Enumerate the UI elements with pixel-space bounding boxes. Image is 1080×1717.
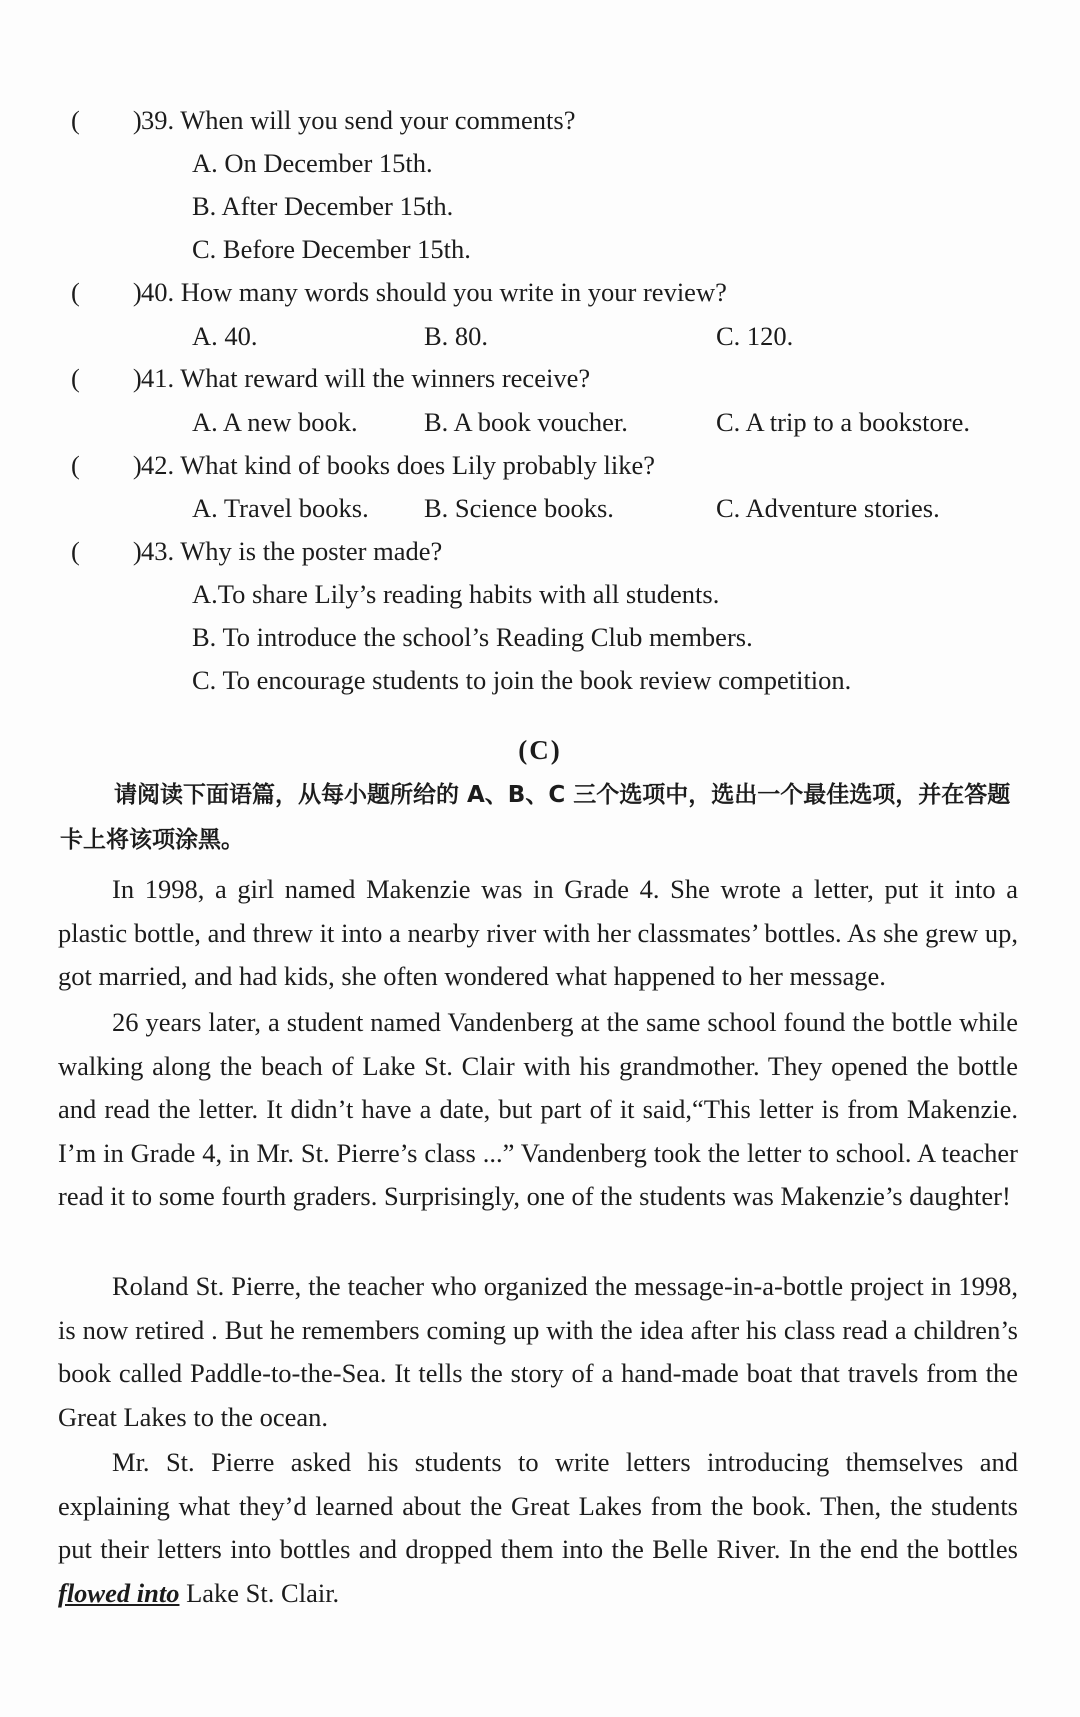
answer-bracket[interactable]: ( ) — [71, 536, 142, 566]
option-a: A.To share Lily’s reading habits with all students. — [192, 579, 720, 609]
question-40 — [71, 272, 727, 312]
passage-paragraph-1 — [58, 868, 1018, 999]
paragraph-text: Mr. St. Pierre asked his students to write letters introducing themselves and explaining what they’d learned about the Great Lakes from the book. Then, the students put their letters into bottles and dropped them into the Belle River. In the end the bottles — [58, 1447, 1018, 1564]
answer-bracket[interactable]: ( ) — [71, 363, 142, 393]
option-a: A. On December 15th. — [192, 148, 433, 178]
paragraph-text: In 1998, a girl named Makenzie was in Grade 4. She wrote a letter, put it into a plastic bottle, and threw it into a nearby river with her classmates’ bottles. As she grew up, got married, and had kids, she often wondered what happened to her message. — [58, 874, 1018, 991]
question-text: 40. How many words should you write in your review? — [141, 277, 727, 307]
option-b: B. After December 15th. — [192, 191, 454, 221]
option-a: A. Travel books. — [192, 493, 369, 523]
underlined-phrase: flowed into — [58, 1577, 180, 1608]
passage-paragraph-4 — [58, 1441, 1018, 1615]
option-c: C. Adventure stories. — [716, 493, 940, 523]
question-text: 41. What reward will the winners receive? — [141, 363, 591, 393]
paragraph-text: 26 years later, a student named Vandenberg at the same school found the bottle while walking along the beach of Lake St. Clair with his grandmother. They opened the bottle and read the letter. It didn’t have a date, but part of it said,“This letter is from Makenzie. I’m in Grade 4, in Mr. St. Pierre’s class ...” Vandenberg took the letter to school. A teacher read it to some fourth graders. Surprisingly, one of the students was Makenzie’s daughter! — [58, 1007, 1018, 1211]
paragraph-tail: Lake St. Clair. — [179, 1577, 340, 1608]
question-text: 42. What kind of books does Lily probably like? — [141, 450, 655, 480]
option-b: B. Science books. — [424, 493, 614, 523]
option-b: B. A book voucher. — [424, 407, 628, 437]
answer-bracket[interactable]: ( ) — [71, 450, 142, 480]
passage-paragraph-3 — [58, 1265, 1018, 1439]
answer-bracket[interactable]: ( ) — [71, 277, 142, 307]
question-42 — [71, 445, 655, 485]
option-c: C. To encourage students to join the book review competition. — [192, 665, 852, 695]
option-c: C. A trip to a bookstore. — [716, 407, 970, 437]
question-39 — [71, 100, 575, 140]
option-c: C. 120. — [716, 321, 794, 351]
question-text: 39. When will you send your comments? — [141, 105, 576, 135]
paragraph-text: Roland St. Pierre, the teacher who organized the message-in-a-bottle project in 1998, is now retired . But he remembers coming up with the idea after his class read a children’s book called Paddle-to-the-Sea. It tells the story of a hand-made boat that travels from the Great Lakes to the ocean. — [58, 1271, 1018, 1432]
section-title: (C) — [518, 735, 562, 765]
option-b: B. To introduce the school’s Reading Club members. — [192, 622, 753, 652]
passage-paragraph-2 — [58, 1001, 1018, 1219]
section-instruction: 请阅读下面语篇，从每小题所给的 A、B、C 三个选项中，选出一个最佳选项，并在答题卡上将该项涂黑。 — [60, 782, 1011, 853]
option-a: A. A new book. — [192, 407, 358, 437]
question-41 — [71, 358, 590, 398]
option-b: B. 80. — [424, 321, 489, 351]
option-a: A. 40. — [192, 321, 258, 351]
question-43 — [71, 531, 442, 571]
question-text: 43. Why is the poster made? — [141, 536, 443, 566]
answer-bracket[interactable]: ( ) — [71, 105, 142, 135]
option-c: C. Before December 15th. — [192, 234, 471, 264]
